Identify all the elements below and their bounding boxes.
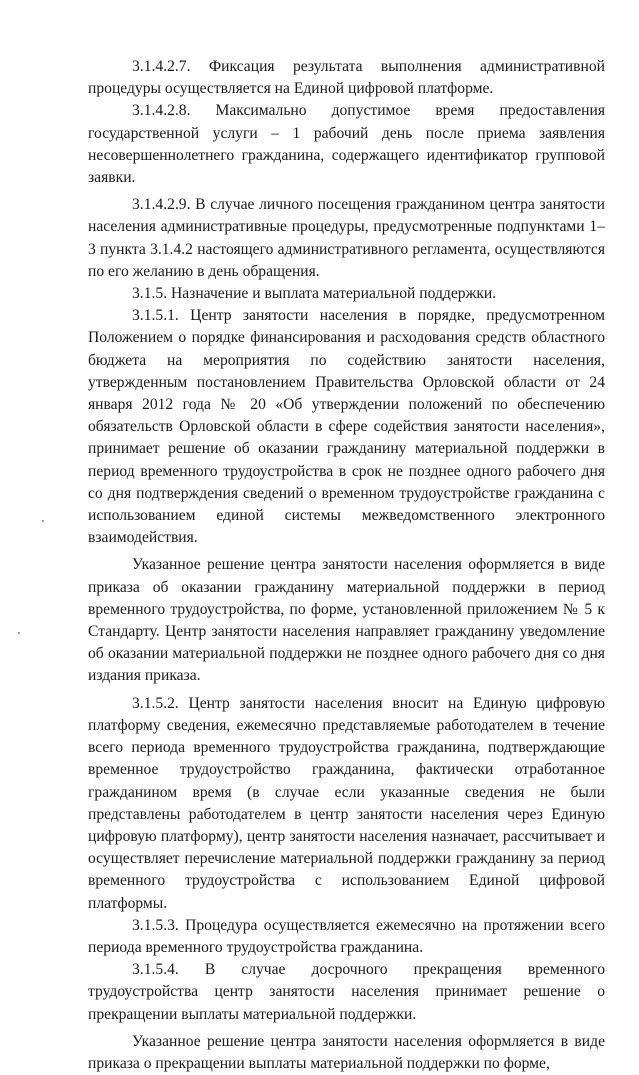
paragraph-termination-order: Указанное решение центра занятости населения оформляется в виде приказа о прекращении выплаты материальной поддержки по форме, xyxy=(88,1032,605,1072)
paragraph-decision-order: Указанное решение центра занятости населения оформляется в виде приказа об оказании гражданину материальной поддержки в период временного трудоустройства, по форме, установленной приложением № 5 к Стандарту. Центр занятости населения направляет гражданину уведомление об оказании материальной поддержки не позднее одного рабочего дня со дня издания приказа. xyxy=(88,556,605,685)
paragraph-3-1-5-2: 3.1.5.2. Центр занятости населения вносит на Единую цифровую платформу сведения, ежемесячно представляемые работодателем в течение всего периода временного трудоустройства гражданина, подтверждающие временное трудоустройство гражданина, фактически отработанное гражданином время (в случае если указанные сведения не были представлены работодателем в центр занятости населения через Единую цифровую платформу), центр занятости населения назначает, рассчитывает и осуществляет перечисление материальной поддержки гражданину за период временного трудоустройства с использованием Единой цифровой платформы. xyxy=(88,694,605,912)
paragraph-3-1-5-1: 3.1.5.1. Центр занятости населения в порядке, предусмотренном Положением о порядке финансирования и расходования средств областного бюджета на мероприятия по содействию занятости населения, утвержденным постановлением Правительства Орловской области от 24 января 2012 года № 20 «Об утверждении положений по обеспечению обязательств Орловской области в сфере содействия занятости населения», принимает решение об оказании гражданину материальной поддержки в период временного трудоустройства в срок не позднее одного рабочего дня со дня подтверждения сведений о временном трудоустройстве гражданина с использованием единой системы межведомственного электронного взаимодействия. xyxy=(88,307,605,547)
paragraph-3-1-5-heading: 3.1.5. Назначение и выплата материальной поддержки. xyxy=(132,285,497,303)
paragraph-3-1-4-2-7: 3.1.4.2.7. Фиксация результата выполнения административной процедуры осуществляется на Единой цифровой платформе. xyxy=(88,58,605,98)
paragraph-3-1-4-2-9: 3.1.4.2.9. В случае личного посещения гражданином центра занятости населения административные процедуры, предусмотренные подпунктами 1–3 пункта 3.1.4.2 настоящего административного регламента, осуществляются по его желанию в день обращения. xyxy=(88,196,605,280)
scan-speck xyxy=(18,632,20,634)
paragraph-3-1-4-2-8: 3.1.4.2.8. Максимально допустимое время предоставления государственной услуги – 1 рабочий день после приема заявления несовершеннолетнего гражданина, содержащего идентификатор групповой заявки. xyxy=(88,102,605,187)
paragraph-3-1-5-4: 3.1.5.4. В случае досрочного прекращения временного трудоустройства центр занятости населения принимает решение о прекращении выплаты материальной поддержки. xyxy=(88,961,605,1023)
paragraph-3-1-5-3: 3.1.5.3. Процедура осуществляется ежемесячно на протяжении всего периода временного трудоустройства гражданина. xyxy=(88,916,605,956)
scan-speck xyxy=(42,520,44,522)
